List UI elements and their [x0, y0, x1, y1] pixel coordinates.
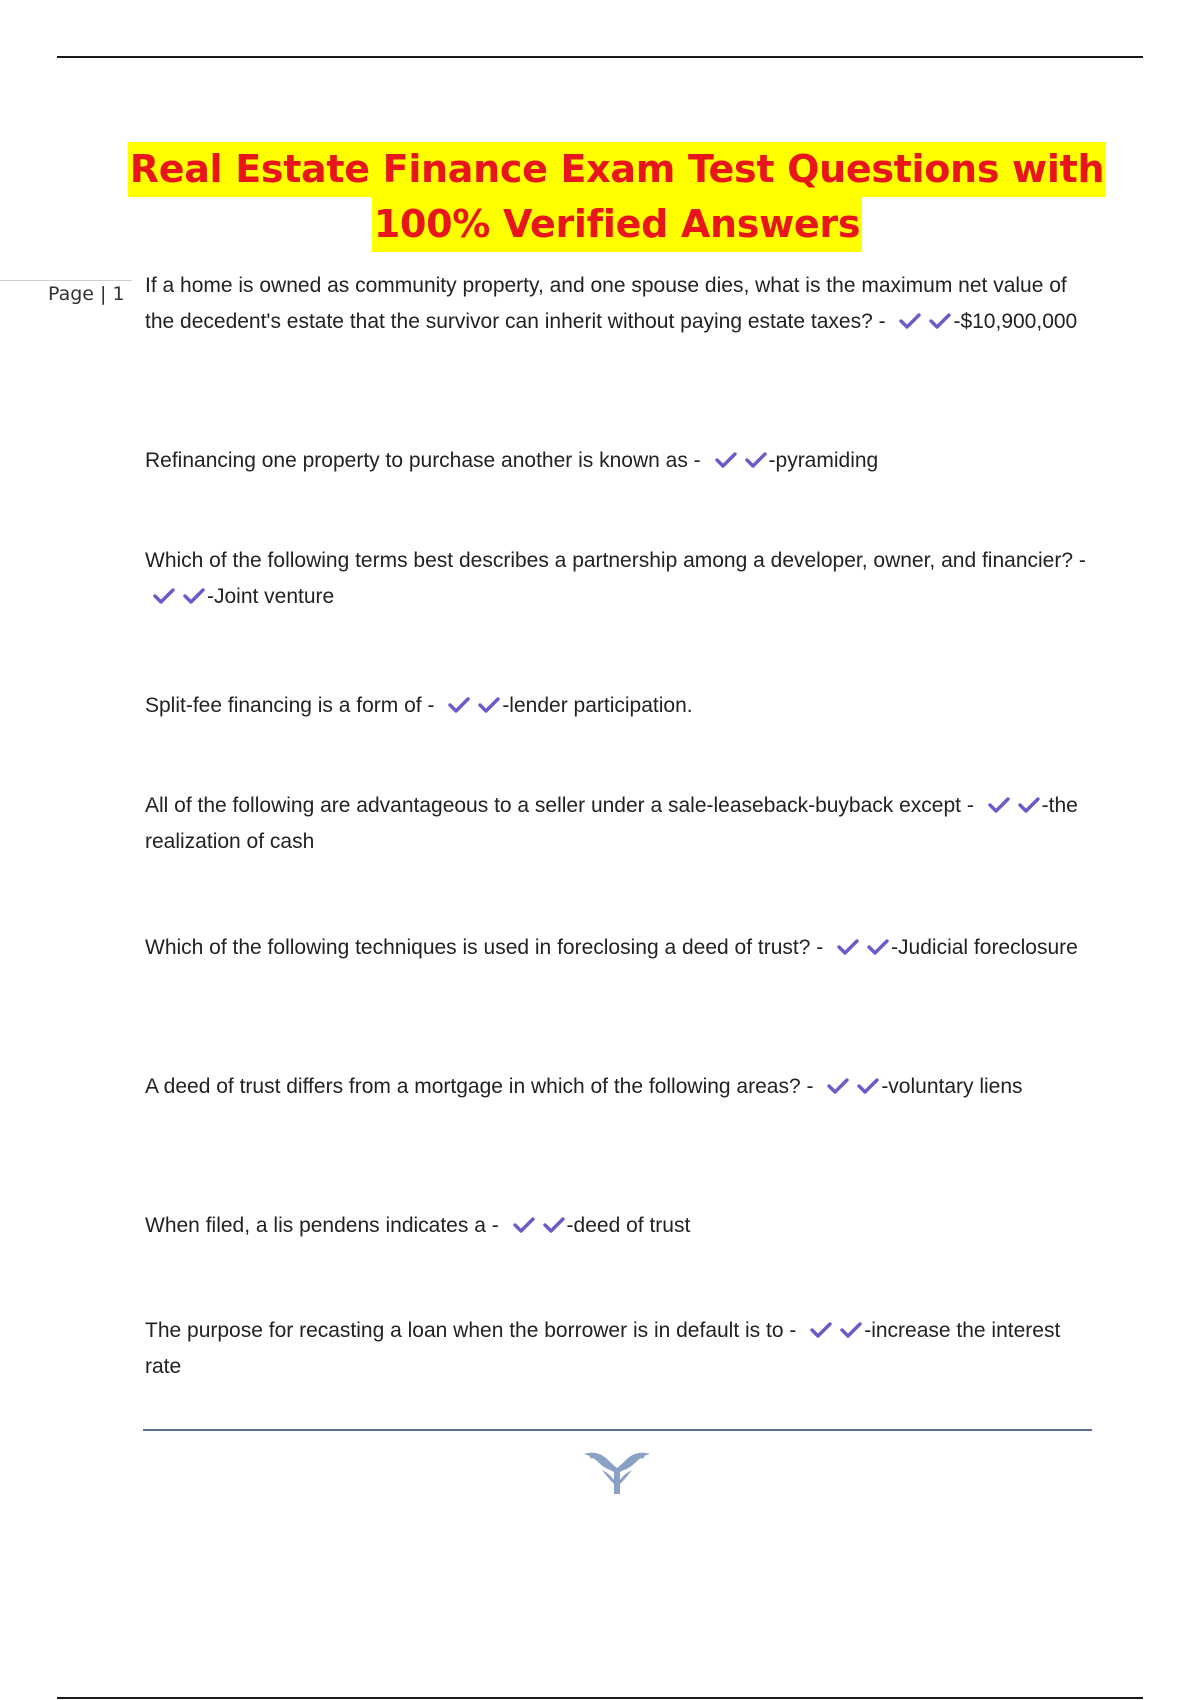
footer-ornament-icon: [580, 1446, 654, 1498]
question-text: Refinancing one property to purchase another is known as -: [145, 449, 701, 472]
check-icon: [840, 1321, 862, 1339]
qa-item: [145, 930, 1095, 966]
answer-text: -$10,900,000: [953, 310, 1078, 333]
qa-item: [145, 788, 1095, 860]
document-title: [60, 142, 1174, 252]
page-number-rule: [0, 280, 132, 281]
title-line-1: Real Estate Finance Exam Test Questions with: [128, 142, 1106, 197]
answer-text: -increase the interest rate: [145, 1319, 1061, 1378]
qa-item: [145, 543, 1095, 615]
answer-text: -deed of trust: [566, 1214, 691, 1237]
check-icon: [929, 312, 951, 330]
question-text: When filed, a lis pendens indicates a -: [145, 1214, 499, 1237]
bottom-rule: [57, 1697, 1143, 1699]
answer-text: -Joint venture: [207, 585, 335, 608]
answer-text: -voluntary liens: [881, 1075, 1023, 1098]
check-icon: [857, 1077, 879, 1095]
question-text: If a home is owned as community property, and one spouse dies, what is the maximum net value of the decedent's estate that the survivor can inherit without paying estate taxes? -: [145, 274, 1067, 333]
question-text: The purpose for recasting a loan when the borrower is in default is to -: [145, 1319, 797, 1342]
check-icon: [448, 696, 470, 714]
question-text: Which of the following techniques is used in foreclosing a deed of trust? -: [145, 936, 824, 959]
check-icon: [827, 1077, 849, 1095]
check-icon: [478, 696, 500, 714]
check-icon: [745, 451, 767, 469]
answer-text: -lender participation.: [502, 694, 693, 717]
check-icon: [153, 587, 175, 605]
check-icon: [543, 1216, 565, 1234]
check-icon: [837, 938, 859, 956]
qa-item: [145, 1208, 1095, 1244]
title-line-2: 100% Verified Answers: [372, 197, 862, 252]
footer-rule: [143, 1429, 1092, 1431]
qa-item: [145, 688, 1095, 724]
qa-item: [145, 1069, 1095, 1105]
check-icon: [867, 938, 889, 956]
check-icon: [899, 312, 921, 330]
qa-item: [145, 1313, 1095, 1385]
check-icon: [988, 796, 1010, 814]
check-icon: [810, 1321, 832, 1339]
question-text: Split-fee financing is a form of -: [145, 694, 435, 717]
page-number: Page | 1: [48, 283, 125, 305]
check-icon: [513, 1216, 535, 1234]
check-icon: [183, 587, 205, 605]
check-icon: [715, 451, 737, 469]
qa-item: [145, 268, 1095, 340]
question-text: A deed of trust differs from a mortgage in which of the following areas? -: [145, 1075, 814, 1098]
check-icon: [1018, 796, 1040, 814]
answer-text: -Judicial foreclosure: [891, 936, 1078, 959]
top-rule: [57, 56, 1143, 58]
qa-item: [145, 443, 1095, 479]
answer-text: -pyramiding: [768, 449, 879, 472]
question-text: Which of the following terms best describes a partnership among a developer, owner, and financier? -: [145, 549, 1086, 572]
answer-text: -the realization of cash: [145, 794, 1078, 853]
question-text: All of the following are advantageous to a seller under a sale-leaseback-buyback except -: [145, 794, 974, 817]
